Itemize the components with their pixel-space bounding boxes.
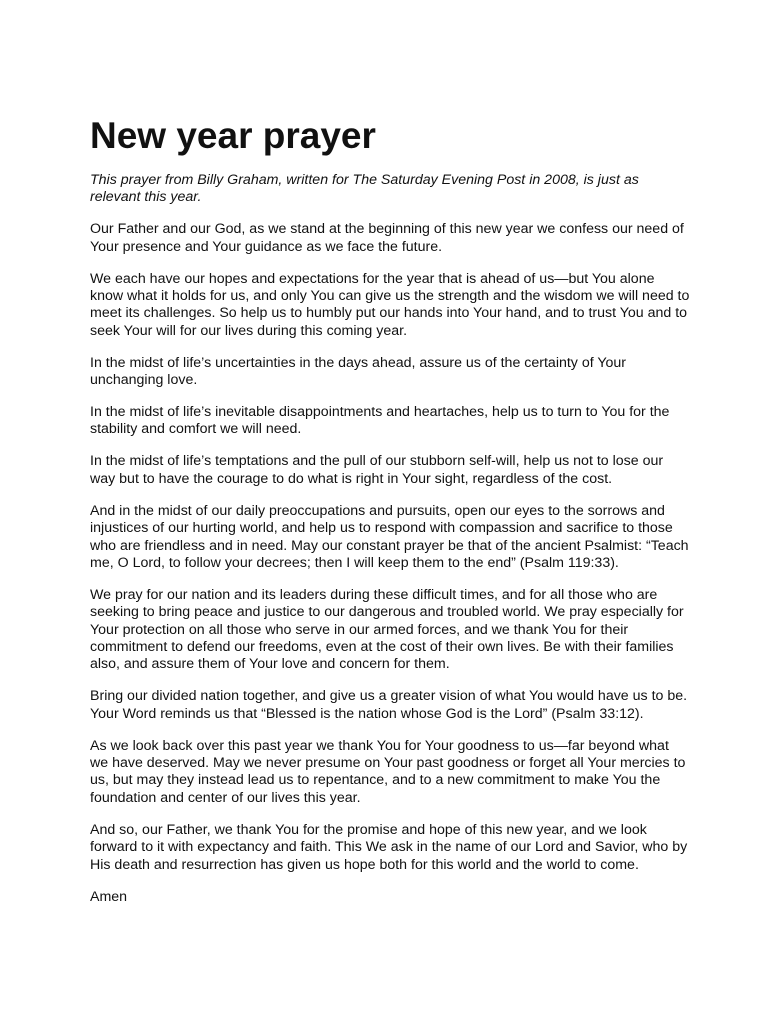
- body-paragraph: We pray for our nation and its leaders during these difficult times, and for all those who are seeking to bring peace and justice to our dangerous and troubled world. We pray especially for Your protection on all those who serve in our armed forces, and we thank You for their commitment to defend our freedoms, even at the cost of their own lives. Be with their families also, and assure them of Your love and concern for them.: [90, 586, 684, 673]
- document-title: New year prayer: [90, 115, 376, 156]
- body-paragraph: We each have our hopes and expectations for the year that is ahead of us—but You alone know what it holds for us, and only You can give us the strength and the wisdom we will need to meet its challenges. So help us to humbly put our hands into Your hand, and to trust You and to seek Your will for our lives during this coming year.: [90, 270, 690, 339]
- body-paragraph: Bring our divided nation together, and give us a greater vision of what You would have us to be. Your Word reminds us that “Blessed is the nation whose God is the Lord” (Psalm 33:12).: [90, 688, 688, 722]
- body-paragraph: In the midst of life’s uncertainties in the days ahead, assure us of the certainty of Your unchanging love.: [90, 354, 627, 389]
- body-paragraph: And so, our Father, we thank You for the promise and hope of this new year, and we look forward to it with expectancy and faith. This We ask in the name of our Lord and Savior, who by His death and resurrection has given us hope both for this world and the world to come.: [90, 821, 688, 873]
- body-paragraph: In the midst of life’s temptations and the pull of our stubborn self-will, help us not to lose our way but to have the courage to do what is right in Your sight, regardless of the cost.: [90, 453, 664, 487]
- intro-paragraph: This prayer from Billy Graham, written for The Saturday Evening Post in 2008, is just as relevant this year.: [90, 172, 639, 206]
- body-paragraph: And in the midst of our daily preoccupations and pursuits, open our eyes to the sorrows and injustices of our hurting world, and help us to respond with compassion and sacrifice to those who are friendless and in need. May our constant prayer be that of the ancient Psalmist: “Teach me, O Lord, to follow your decrees; then I will keep them to the end” (Psalm 119:33).: [90, 502, 689, 571]
- document-page: [90, 112, 690, 920]
- closing-amen: Amen: [90, 888, 128, 905]
- body-paragraph: Our Father and our God, as we stand at the beginning of this new year we confess our need of Your presence and Your guidance as we face the future.: [90, 221, 684, 255]
- body-paragraph: As we look back over this past year we thank You for Your goodness to us—far beyond what we have deserved. May we never presume on Your past goodness or forget all Your mercies to us, but may they instead lead us to repentance, and to a new commitment to make You the foundation and center of our lives this year.: [90, 737, 686, 806]
- body-paragraph: In the midst of life’s inevitable disappointments and heartaches, help us to turn to You for the stability and comfort we will need.: [90, 404, 670, 438]
